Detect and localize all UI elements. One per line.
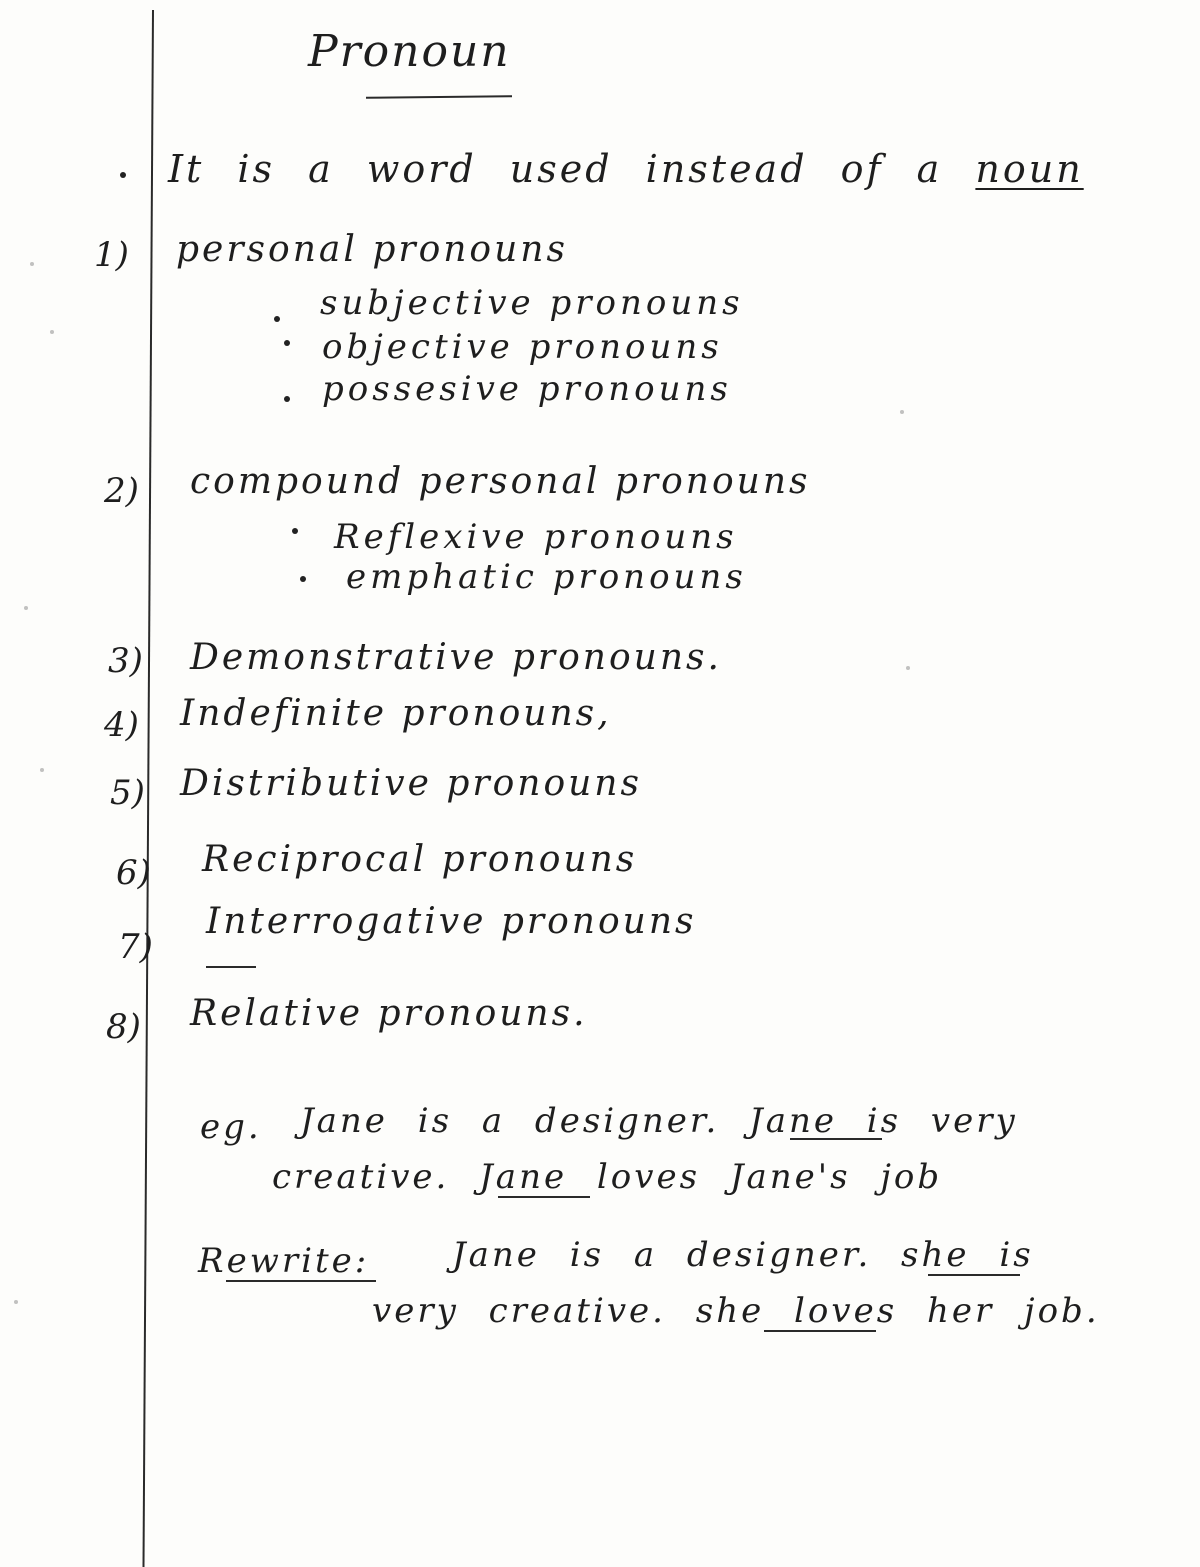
subitem-bullet-icon (284, 340, 290, 346)
definition-line (168, 147, 1084, 191)
definition-bullet-icon (120, 172, 126, 178)
scan-speck (906, 666, 910, 670)
example-jane-underline (790, 1138, 882, 1140)
item-7-number: 7) (118, 927, 153, 967)
item-1-subitem-1: subjective pronouns (320, 283, 744, 323)
rewrite-label-underline (226, 1280, 376, 1282)
item-5-label: Distributive pronouns (180, 763, 642, 804)
item-1-number: 1) (94, 235, 129, 275)
scan-speck (40, 768, 44, 772)
item-2-subitem-1: Reflexive pronouns (334, 517, 738, 557)
item-3-label: Demonstrative pronouns. (190, 637, 722, 678)
item-4-label: Indefinite pronouns, (180, 693, 612, 734)
item-7-label: Interrogative pronouns (206, 901, 697, 942)
item-6-number: 6) (116, 853, 151, 893)
item-8-label: Relative pronouns. (190, 993, 588, 1034)
title-underline (366, 95, 512, 99)
subitem-bullet-icon (300, 576, 306, 582)
item-3-number: 3) (108, 641, 143, 681)
rewrite-she-underline (764, 1330, 876, 1332)
item-8-number: 8) (106, 1007, 141, 1047)
subitem-bullet-icon (274, 316, 280, 322)
scan-speck (30, 262, 34, 266)
item-2-label: compound personal pronouns (190, 461, 811, 502)
subitem-bullet-icon (284, 396, 290, 402)
definition-emphasis: noun (975, 147, 1084, 191)
example-jane-underline (498, 1196, 590, 1198)
example-line-1: Jane is a designer. Jane is very (300, 1101, 1018, 1141)
rewrite-line-1: Jane is a designer. she is (452, 1235, 1034, 1275)
item-6-label: Reciprocal pronouns (202, 839, 638, 880)
example-line-2: creative. Jane loves Jane's job (272, 1157, 943, 1197)
rewrite-line-2: very creative. she loves her job. (372, 1291, 1100, 1331)
example-label: eg. (200, 1107, 262, 1147)
item-1-subitem-2: objective pronouns (322, 327, 723, 367)
subitem-bullet-icon (292, 528, 298, 534)
item-2-subitem-2: emphatic pronouns (346, 557, 747, 597)
item-1-label: personal pronouns (176, 229, 568, 270)
definition-text: It is a word used instead of a (168, 147, 943, 191)
item-5-number: 5) (110, 773, 145, 813)
scan-speck (14, 1300, 18, 1304)
rewrite-she-underline (928, 1274, 1020, 1276)
item-2-number: 2) (104, 471, 139, 511)
scan-speck (50, 330, 54, 334)
page-title: Pronoun (308, 26, 511, 77)
scan-speck (900, 410, 904, 414)
rewrite-label: Rewrite: (198, 1241, 370, 1281)
item-4-number: 4) (104, 705, 139, 745)
item-7-underline (206, 966, 256, 968)
scan-speck (24, 606, 28, 610)
item-1-subitem-3: possesive pronouns (322, 369, 732, 409)
